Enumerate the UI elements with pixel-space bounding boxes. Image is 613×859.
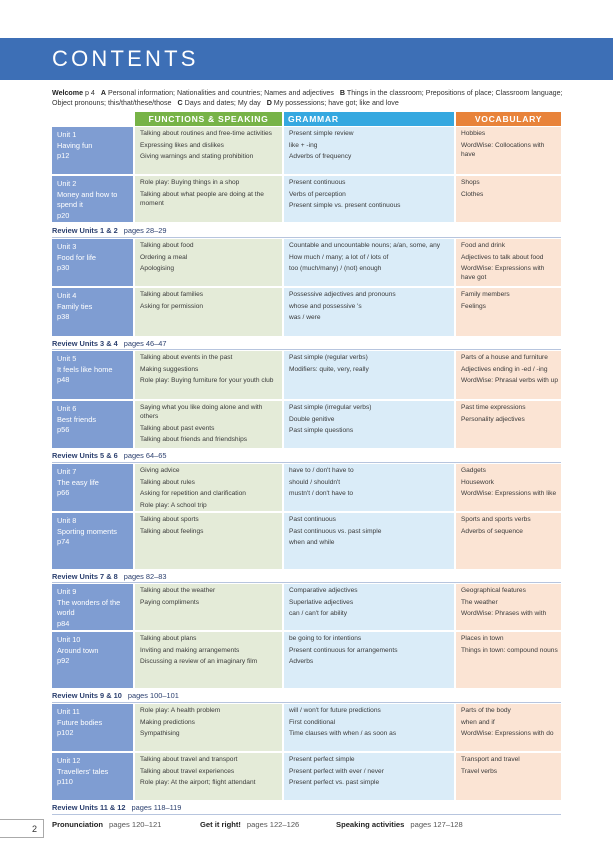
footer-pages: pages 127–128 (410, 820, 463, 829)
unit-row (52, 704, 561, 751)
vocabulary-cell (456, 401, 561, 448)
functions-cell (135, 176, 282, 222)
function-item: Apologising (140, 265, 175, 272)
grammar-item: Time clauses with when / as soon as (289, 730, 397, 737)
unit-cell (52, 401, 133, 448)
unit-cell (52, 632, 133, 688)
review-pages: pages 28–29 (123, 226, 167, 235)
vocabulary-item: when and if (461, 718, 495, 726)
unit-row (52, 127, 561, 174)
grammar-item: First conditional (289, 718, 336, 726)
unit-unit: Unit 1 (57, 130, 77, 139)
function-item: Giving advice (140, 467, 180, 474)
vocabulary-item: Adjectives ending in -ed / -ing (461, 365, 548, 373)
function-item: Talking about travel and transport (140, 756, 238, 763)
unit-unit: Unit 9 (57, 587, 77, 596)
welcome-section-text: My possessions; have got; like and love (273, 99, 399, 107)
review-pages: pages 100–101 (127, 691, 179, 700)
unit-name: It feels like home (57, 364, 113, 374)
vocabulary-item: Geographical features (461, 587, 526, 594)
grammar-item: Present perfect simple (289, 756, 355, 763)
vocabulary-item: Parts of the body (461, 707, 511, 714)
vocabulary-item: Travel verbs (461, 767, 498, 775)
review-row (52, 338, 561, 350)
vocabulary-item: Feelings (461, 302, 486, 310)
unit-page: p110 (57, 777, 73, 786)
function-item: Talking about events in the past (140, 354, 233, 361)
review-label: Review Units 1 & 2 (52, 226, 118, 235)
vocabulary-item: WordWise: Phrasal verbs with up (461, 377, 558, 384)
unit-page: p102 (57, 728, 74, 737)
grammar-cell (284, 127, 454, 174)
functions-cell (135, 584, 282, 630)
unit-cell (52, 513, 133, 569)
unit-row (52, 176, 561, 222)
function-item: Talking about plans (140, 635, 197, 642)
review-row (52, 571, 561, 583)
functions-cell (135, 288, 282, 336)
vocabulary-cell (456, 288, 561, 336)
unit-cell (52, 584, 133, 630)
grammar-item: can / can't for ability (289, 610, 348, 617)
grammar-item: Past simple (regular verbs) (289, 354, 368, 361)
unit-cell (52, 464, 133, 511)
vocabulary-item: Past time expressions (461, 404, 526, 411)
grammar-cell (284, 351, 454, 399)
welcome-section-letter: A (100, 89, 106, 97)
unit-unit: Unit 11 (57, 707, 80, 716)
unit-cell (52, 239, 133, 286)
unit-row (52, 351, 561, 399)
vocabulary-item: Adjectives to talk about food (461, 253, 544, 261)
unit-name: Having fun (57, 140, 93, 150)
page-number: 2 (31, 824, 37, 834)
unit-cell (52, 753, 133, 800)
unit-name: Future bodies (57, 717, 103, 727)
vocabulary-cell (456, 704, 561, 751)
functions-cell (135, 127, 282, 174)
grammar-item: Adverbs (289, 658, 314, 665)
function-item: Role play: A health problem (140, 707, 221, 714)
footer-item (52, 818, 161, 832)
function-item: Talking about families (140, 291, 204, 298)
footer-links (0, 818, 613, 834)
unit-name: The easy life (57, 477, 99, 487)
grammar-item: too (much/many) / (not) enough (289, 265, 382, 272)
unit-page: p84 (57, 618, 70, 628)
page-number-box (0, 819, 44, 838)
unit-name: Money and how to spend it (57, 189, 118, 209)
grammar-item: Countable and uncountable nouns; a/an, some, any (289, 242, 441, 249)
functions-cell (135, 753, 282, 800)
function-item: Role play: A school trip (140, 501, 207, 509)
review-label: Review Units 5 & 6 (52, 451, 118, 460)
grammar-cell (284, 753, 454, 800)
unit-name: Family ties (57, 301, 93, 311)
header-unit-blank (52, 112, 133, 126)
function-item: Role play: Buying furniture for your youth club (140, 377, 274, 384)
function-item: Role play: At the airport; flight attendant (140, 779, 256, 786)
unit-page: p12 (57, 151, 70, 160)
vocabulary-cell (456, 239, 561, 286)
vocabulary-item: WordWise: Phrases with with (461, 610, 547, 617)
grammar-item: like + -ing (289, 141, 318, 149)
vocabulary-item: Parts of a house and furniture (461, 354, 548, 361)
grammar-cell (284, 584, 454, 630)
grammar-item: Present continuous for arrangements (289, 646, 398, 654)
unit-name: Food for life (57, 252, 97, 262)
grammar-item: have to / don't have to (289, 467, 354, 474)
grammar-item: Past continuous vs. past simple (289, 527, 382, 535)
vocabulary-item: Housework (461, 478, 494, 486)
unit-page: p20 (57, 210, 70, 220)
review-pages: pages 118–119 (131, 803, 182, 812)
review-pages: pages 64–65 (123, 451, 167, 460)
unit-unit: Unit 10 (57, 635, 81, 644)
unit-page: p92 (57, 656, 70, 665)
review-pages: pages 46–47 (123, 339, 167, 348)
grammar-item: mustn't / don't have to (289, 490, 354, 497)
welcome-section-letter: B (339, 89, 346, 97)
grammar-item: Adverbs of frequency (289, 153, 352, 160)
unit-row (52, 288, 561, 336)
unit-unit: Unit 8 (57, 516, 77, 525)
page-title: CONTENTS (52, 46, 199, 71)
vocabulary-item: WordWise: Expressions with have got (461, 265, 545, 281)
grammar-item: Modifiers: quite, very, really (289, 365, 369, 373)
unit-unit: Unit 7 (57, 467, 77, 476)
function-item: Asking for permission (140, 302, 204, 310)
functions-cell (135, 351, 282, 399)
footer-pages: pages 120–121 (109, 820, 162, 829)
function-item: Paying compliments (140, 598, 200, 606)
function-item: Expressing likes and dislikes (140, 141, 224, 149)
function-item: Making suggestions (140, 365, 199, 373)
unit-row (52, 401, 561, 448)
welcome-section-text: Things in the classroom; Prepositions of place; Classroom language; Object pronouns; this/that/these/those (52, 89, 563, 107)
vocabulary-item: Things in town: compound nouns (461, 646, 558, 654)
vocabulary-cell (456, 584, 561, 630)
unit-page: p30 (57, 263, 70, 272)
grammar-cell (284, 239, 454, 286)
vocabulary-item: Adverbs of sequence (461, 527, 523, 535)
footer-pages: pages 122–126 (246, 820, 300, 829)
unit-cell (52, 288, 133, 336)
grammar-item: Double genitive (289, 415, 335, 423)
welcome-section-letter: D (266, 99, 272, 107)
unit-name: Sporting moments (57, 526, 117, 536)
grammar-item: was / were (289, 314, 321, 321)
function-item: Talking about feelings (140, 527, 204, 535)
vocabulary-item: Personality adjectives (461, 415, 525, 423)
grammar-cell (284, 704, 454, 751)
welcome-section-text: Personal information; Nationalities and countries; Names and adjectives (107, 89, 334, 97)
footer-label: Pronunciation (52, 820, 104, 829)
footer-label: Get it right! (200, 820, 241, 829)
function-item: Talking about what people are doing at the moment (140, 190, 264, 207)
unit-row (52, 632, 561, 688)
function-item: Role play: Buying things in a shop (140, 179, 240, 186)
grammar-item: Possessive adjectives and pronouns (289, 291, 396, 298)
welcome-label: Welcome (52, 89, 84, 97)
unit-unit: Unit 4 (57, 291, 77, 300)
grammar-item: Verbs of perception (289, 190, 346, 198)
functions-cell (135, 239, 282, 286)
grammar-item: Present perfect vs. past simple (289, 779, 380, 786)
function-item: Talking about friends and friendships (140, 436, 248, 443)
table-header (52, 112, 561, 126)
vocabulary-cell (456, 351, 561, 399)
vocabulary-item: Food and drink (461, 242, 505, 249)
function-item: Talking about routines and free-time activities (140, 130, 272, 137)
review-row (52, 690, 561, 703)
grammar-item: Comparative adjectives (289, 587, 358, 594)
unit-page: p56 (57, 425, 70, 434)
unit-unit: Unit 3 (57, 242, 77, 251)
functions-cell (135, 401, 282, 448)
grammar-cell (284, 632, 454, 688)
vocabulary-item: Hobbies (461, 130, 486, 137)
vocabulary-cell (456, 176, 561, 222)
review-label: Review Units 9 & 10 (52, 691, 122, 700)
vocabulary-item: Clothes (461, 190, 484, 198)
unit-cell (52, 176, 133, 222)
vocabulary-cell (456, 753, 561, 800)
welcome-summary (52, 88, 566, 108)
grammar-cell (284, 513, 454, 569)
function-item: Talking about past events (140, 424, 215, 432)
unit-name: The wonders of the world (57, 597, 121, 617)
function-item: Asking for repetition and clarification (140, 490, 246, 497)
grammar-item: Past simple questions (289, 427, 354, 434)
footer-item (336, 818, 463, 832)
grammar-cell (284, 401, 454, 448)
vocabulary-item: WordWise: Collocations with have (461, 141, 545, 158)
review-row (52, 224, 561, 238)
grammar-item: when and while (289, 539, 335, 546)
function-item: Making predictions (140, 718, 195, 726)
header-grammar: GRAMMAR (284, 112, 454, 126)
vocabulary-item: Gadgets (461, 467, 486, 474)
grammar-item: Present perfect with ever / never (289, 767, 384, 775)
vocabulary-cell (456, 632, 561, 688)
functions-cell (135, 704, 282, 751)
footer-item (200, 818, 299, 832)
unit-page: p66 (57, 488, 70, 497)
function-item: Talking about food (140, 242, 194, 249)
function-item: Inviting and making arrangements (140, 646, 240, 654)
vocabulary-item: The weather (461, 598, 498, 606)
functions-cell (135, 513, 282, 569)
vocabulary-cell (456, 464, 561, 511)
unit-cell (52, 351, 133, 399)
function-item: Ordering a meal (140, 253, 188, 261)
unit-row (52, 464, 561, 511)
review-label: Review Units 3 & 4 (52, 339, 118, 348)
unit-unit: Unit 6 (57, 404, 77, 413)
review-label: Review Units 11 & 12 (52, 803, 126, 812)
grammar-cell (284, 176, 454, 222)
unit-unit: Unit 12 (57, 756, 81, 765)
welcome-page: p 4 (85, 89, 95, 97)
function-item: Talking about travel experiences (140, 767, 235, 775)
unit-row (52, 753, 561, 800)
function-item: Sympathising (140, 730, 180, 737)
grammar-item: Past continuous (289, 516, 336, 523)
grammar-cell (284, 288, 454, 336)
unit-cell (52, 127, 133, 174)
vocabulary-item: Family members (461, 291, 510, 298)
vocabulary-item: Shops (461, 179, 480, 186)
unit-cell (52, 704, 133, 751)
header-functions: FUNCTIONS & SPEAKING (135, 112, 282, 126)
grammar-item: Present continuous (289, 179, 346, 186)
vocabulary-cell (456, 513, 561, 569)
grammar-item: will / won't for future predictions (289, 707, 381, 714)
unit-name: Around town (57, 645, 99, 655)
vocabulary-item: Transport and travel (461, 756, 520, 763)
function-item: Talking about rules (140, 478, 195, 486)
review-pages: pages 82–83 (123, 572, 167, 581)
vocabulary-item: Sports and sports verbs (461, 516, 531, 523)
unit-row (52, 513, 561, 569)
function-item: Giving warnings and stating prohibition (140, 153, 254, 160)
unit-row (52, 584, 561, 630)
unit-row (52, 239, 561, 286)
functions-cell (135, 632, 282, 688)
header-vocabulary: VOCABULARY (456, 112, 561, 126)
unit-name: Travellers' tales (57, 766, 109, 776)
grammar-item: Present simple review (289, 130, 354, 137)
function-item: Discussing a review of an imaginary film (140, 658, 258, 665)
unit-page: p48 (57, 375, 70, 384)
function-item: Talking about the weather (140, 587, 216, 594)
grammar-item: should / shouldn't (289, 478, 341, 486)
unit-page: p74 (57, 537, 70, 546)
unit-unit: Unit 5 (57, 354, 77, 363)
vocabulary-item: Places in town (461, 635, 504, 642)
unit-name: Best friends (57, 414, 97, 424)
vocabulary-item: WordWise: Expressions with like (461, 490, 557, 497)
grammar-cell (284, 464, 454, 511)
welcome-section-text: Days and dates; My day (184, 99, 261, 107)
contents-banner (0, 38, 613, 80)
vocabulary-item: WordWise: Expressions with do (461, 730, 554, 737)
functions-cell (135, 464, 282, 511)
review-row (52, 450, 561, 463)
grammar-item: Present simple vs. present continuous (289, 202, 401, 209)
unit-page: p38 (57, 312, 70, 321)
footer-label: Speaking activities (336, 820, 405, 829)
grammar-item: Superlative adjectives (289, 598, 354, 606)
grammar-item: Past simple (irregular verbs) (289, 404, 372, 411)
unit-unit: Unit 2 (57, 179, 77, 188)
grammar-item: be going to for intentions (289, 635, 362, 642)
welcome-section-letter: C (177, 99, 183, 107)
review-label: Review Units 7 & 8 (52, 572, 118, 581)
function-item: Saying what you like doing alone and with others (140, 404, 263, 420)
function-item: Talking about sports (140, 516, 199, 523)
grammar-item: whose and possessive 's (289, 302, 362, 310)
review-row (52, 802, 561, 815)
vocabulary-cell (456, 127, 561, 174)
grammar-item: How much / many; a lot of / lots of (289, 253, 389, 261)
